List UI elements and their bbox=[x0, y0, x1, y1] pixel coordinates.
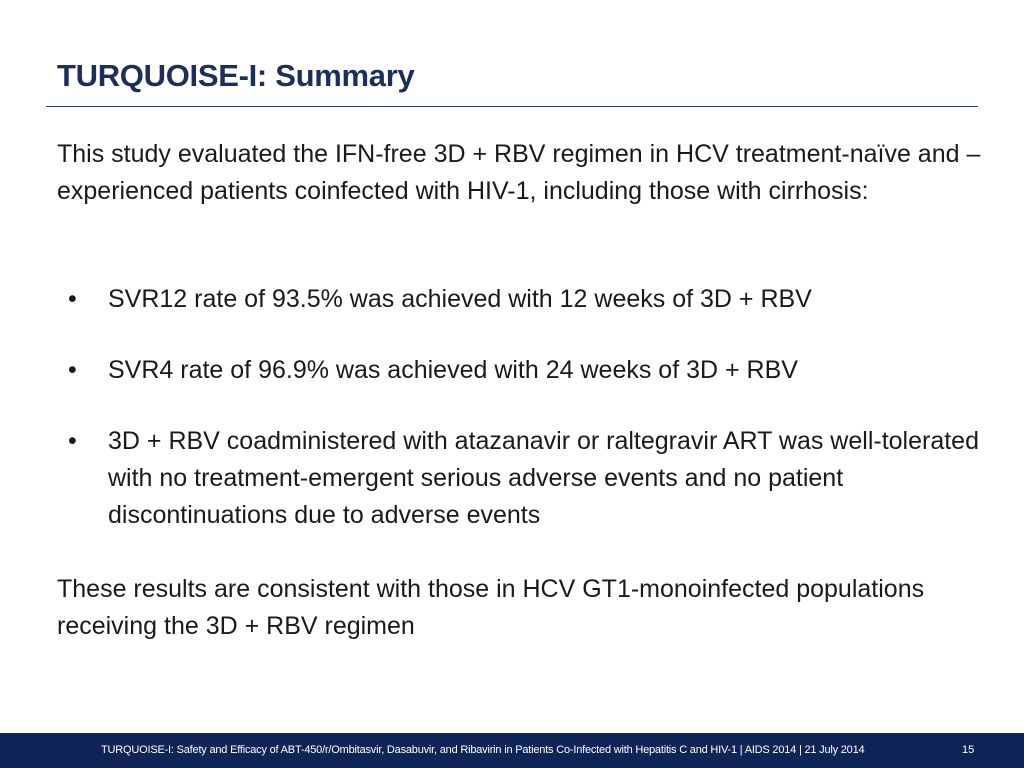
bullet-item-svr12 bbox=[57, 281, 987, 318]
slide-title: TURQUOISE-I: Summary bbox=[57, 58, 415, 93]
title-divider bbox=[46, 106, 978, 107]
bullet-text: SVR4 rate of 96.9% was achieved with 24 weeks of 3D + RBV bbox=[108, 356, 798, 384]
conclusion-paragraph: These results are consistent with those in HCV GT1-monoinfected populations receiving the 3D + RBV regimen bbox=[57, 575, 925, 640]
footer-citation: TURQUOISE-I: Safety and Efficacy of ABT-450/r/Ombitasvir, Dasabuvir, and Ribavirin in Patients Co-Infected with Hepatitis C and HIV-1 | AIDS 2014 | 21 July 2014 bbox=[101, 744, 865, 756]
bullet-item-tolerability bbox=[57, 423, 987, 534]
summary-bullet-list bbox=[57, 281, 987, 534]
intro-paragraph: This study evaluated the IFN-free 3D + RBV regimen in HCV treatment-naïve and –experienced patients coinfected with HIV-1, including those with cirrhosis: bbox=[57, 140, 981, 205]
bullet-text: 3D + RBV coadministered with atazanavir or raltegravir ART was well-tolerated with no treatment-emergent serious adverse events and no patient discontinuations due to adverse events bbox=[108, 427, 979, 529]
bullet-dot-icon: • bbox=[68, 427, 77, 455]
bullet-dot-icon: • bbox=[68, 285, 77, 313]
page-number: 15 bbox=[962, 744, 975, 756]
bullet-text: SVR12 rate of 93.5% was achieved with 12 weeks of 3D + RBV bbox=[108, 285, 812, 313]
bullet-item-svr4 bbox=[57, 352, 987, 389]
bullet-dot-icon: • bbox=[68, 356, 77, 384]
footer-bar bbox=[0, 733, 1024, 768]
